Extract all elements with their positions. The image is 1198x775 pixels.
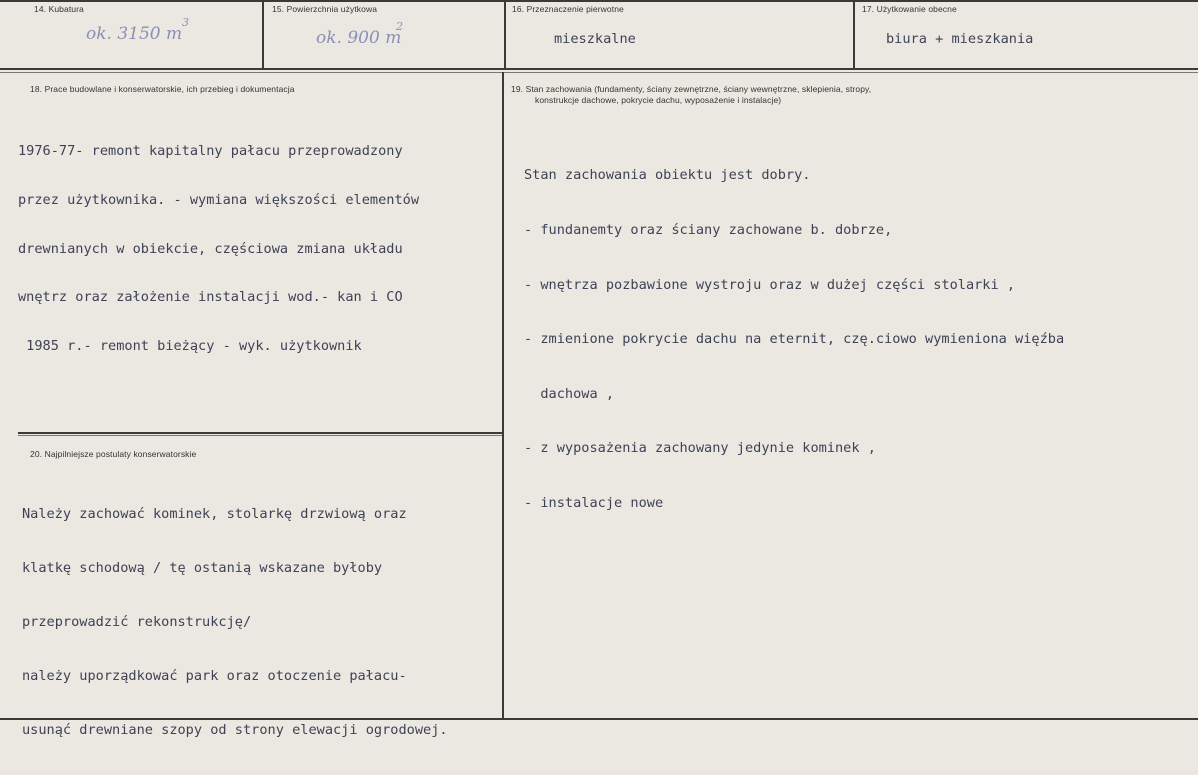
field-19-line: - zmienione pokrycie dachu na eternit, czę.ciowo wymieniona więźba bbox=[524, 331, 1065, 348]
top-border bbox=[0, 0, 1198, 2]
divider bbox=[262, 0, 264, 68]
field-15-unit-exponent: 2 bbox=[396, 20, 403, 33]
field-19-line: Stan zachowania obiektu jest dobry. bbox=[524, 167, 811, 184]
divider bbox=[853, 0, 855, 68]
field-14-value: ok. 3150 m bbox=[86, 24, 183, 44]
main-column-divider bbox=[502, 72, 504, 718]
field-15-value: ok. 900 m bbox=[316, 28, 402, 48]
field-19-line: dachowa , bbox=[524, 385, 615, 402]
header-separator bbox=[0, 68, 1198, 70]
field-19-label-line: 19. Stan zachowania (fundamenty, ściany zewnętrzne, ściany wewnętrzne, sklepienia, stropy, bbox=[511, 84, 872, 94]
field-19-line: - wnętrza pozbawione wystroju oraz w dużej części stolarki , bbox=[524, 276, 1016, 293]
field-15-label: 15. Powierzchnia użytkowa bbox=[272, 4, 378, 14]
section-separator bbox=[18, 435, 502, 436]
field-19-label bbox=[511, 84, 871, 105]
field-18-text bbox=[18, 111, 419, 386]
field-19-line: - z wyposażenia zachowany jedynie kominek , bbox=[524, 440, 876, 457]
field-17-label: 17. Użytkowanie obecne bbox=[862, 4, 957, 14]
field-19-line: - instalacje nowe bbox=[524, 495, 664, 512]
field-20-line: przeprowadzić rekonstrukcję/ bbox=[22, 614, 252, 630]
divider bbox=[504, 0, 506, 68]
field-18-label: 18. Prace budowlane i konserwatorskie, ich przebieg i dokumentacja bbox=[30, 84, 295, 94]
field-18-line: przez użytkownika. - wymiana większości elementów bbox=[18, 192, 420, 209]
field-20-label: 20. Najpilniejsze postulaty konserwatorskie bbox=[30, 449, 197, 459]
field-17-value: biura + mieszkania bbox=[886, 31, 1034, 47]
field-14-label: 14. Kubatura bbox=[34, 4, 84, 14]
field-20-line: usunąć drewniane szopy od strony elewacji ogrodowej. bbox=[22, 722, 448, 738]
field-20-line: Należy zachować kominek, stolarkę drzwiową oraz bbox=[22, 506, 407, 522]
field-16-value: mieszkalne bbox=[554, 31, 636, 47]
field-19-line: - fundanemty oraz ściany zachowane b. dobrze, bbox=[524, 222, 893, 239]
field-20-line: należy uporządkować park oraz otoczenie pałacu- bbox=[22, 668, 407, 684]
field-18-line: wnętrz oraz założenie instalacji wod.- kan i CO bbox=[18, 289, 403, 306]
field-16-label: 16. Przeznaczenie pierwotne bbox=[512, 4, 624, 14]
header-separator bbox=[0, 72, 1198, 73]
field-19-text bbox=[524, 130, 1064, 549]
field-14-unit-exponent: 3 bbox=[182, 16, 189, 29]
field-18-line: 1976-77- remont kapitalny pałacu przeprowadzony bbox=[18, 143, 403, 160]
field-18-line: 1985 r.- remont bieżący - wyk. użytkownik bbox=[18, 337, 362, 354]
section-separator bbox=[18, 432, 502, 434]
field-18-line: drewnianych w obiekcie, częściowa zmiana układu bbox=[18, 240, 403, 257]
field-19-label-line: konstrukcje dachowe, pokrycie dachu, wyposażenie i instalacje) bbox=[535, 94, 782, 105]
field-20-text bbox=[22, 469, 448, 775]
field-20-line: klatkę schodową / tę ostanią wskazane byłoby bbox=[22, 560, 383, 576]
